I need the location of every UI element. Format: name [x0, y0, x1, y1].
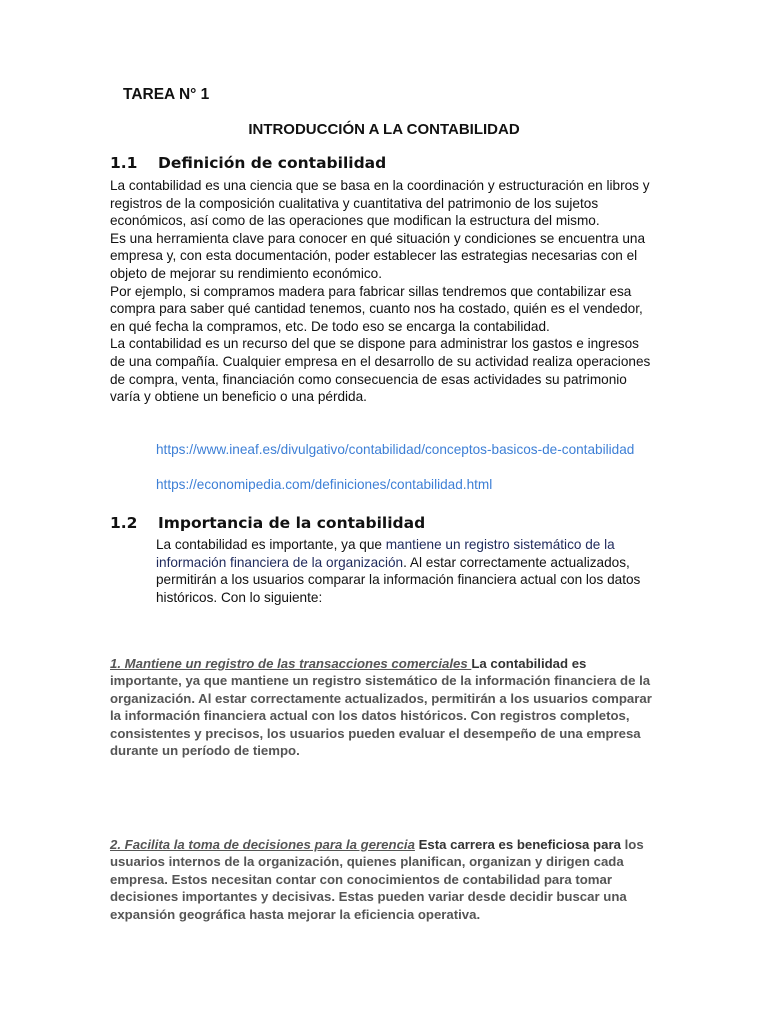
reference-link-ineaf[interactable]: https://www.ineaf.es/divulgativo/contabilidad/conceptos-basicos-de-contabilidad — [156, 442, 635, 457]
item-lead: La contabilidad es — [471, 656, 587, 671]
item-text: importante, ya que mantiene un registro sistemático de la información financiera de la organización. Al estar correctamente actualizados, permitirán a los usuarios comparar la información financiera actual con los datos históricos. Con registros completos, consistentes y precisos, los usuarios pueden evaluar el desempeño de una empresa durante un período de tiempo. — [110, 673, 652, 759]
item-text: los usuarios internos de la organización, quienes planifican, organizan y dirigen cada empresa. Estos necesitan contar con conocimientos de contabilidad para tomar decisiones importantes y decisivas. Estas pueden variar desde decidir buscar una expansión geográfica hasta mejorar la eficiencia operativa. — [110, 837, 644, 922]
section-1-title: Definición de contabilidad — [158, 154, 387, 172]
section-1-body — [110, 177, 655, 406]
text-run: La contabilidad es importante, ya que — [156, 537, 386, 552]
reference-link-economipedia[interactable]: https://economipedia.com/definiciones/contabilidad.html — [156, 477, 493, 492]
section-1-heading — [110, 154, 386, 172]
item-title: 2. Facilita la toma de decisiones para la gerencia — [110, 837, 415, 852]
section-2-body — [156, 536, 656, 606]
item-title: 1. Mantiene un registro de las transacciones comerciales — [110, 656, 472, 671]
list-item — [110, 836, 655, 923]
list-item — [110, 655, 655, 759]
item-lead: Esta carrera es beneficiosa para — [414, 837, 621, 852]
text-run: . Al estar correctamente actualizados, permitirán a los usuarios comparar la información financiera actual con los datos históricos. Con lo siguiente: — [156, 554, 641, 605]
section-1-number: 1.1 — [110, 154, 138, 172]
section-2-title: Importancia de la contabilidad — [158, 514, 426, 532]
paragraph: Por ejemplo, si compramos madera para fabricar sillas tendremos que contabilizar esa compra para saber qué cantidad tenemos, cuanto nos ha costado, quién es el vendedor, en qué fecha la compramos, etc. De todo eso se encarga la contabilidad. — [110, 283, 643, 334]
paragraph: La contabilidad es una ciencia que se basa en la coordinación y estructuración en libros y registros de la composición cualitativa y cuantitativa del patrimonio de los sujetos económicos, así como de las operaciones que modifican la estructura del mismo. — [110, 178, 650, 229]
document-title: INTRODUCCIÓN A LA CONTABILIDAD — [248, 121, 520, 138]
section-2-number: 1.2 — [110, 514, 138, 532]
paragraph: La contabilidad es un recurso del que se dispone para administrar los gastos e ingresos de una compañía. Cualquier empresa en el desarrollo de su actividad realiza operaciones de compra, venta, financiación como consecuencia de esas actividades su patrimonio varía y obtiene un beneficio o una pérdida. — [110, 336, 651, 405]
assignment-label: TAREA N° 1 — [123, 86, 210, 103]
emphasis-text: mantiene un registro sistemático de la información financiera de la organización — [156, 537, 615, 570]
paragraph: Es una herramienta clave para conocer en qué situación y condiciones se encuentra una empresa y, con esta documentación, poder establecer las estrategias necesarias con el objeto de mejorar su rendimiento económico. — [110, 230, 646, 281]
section-2-heading — [110, 514, 425, 532]
